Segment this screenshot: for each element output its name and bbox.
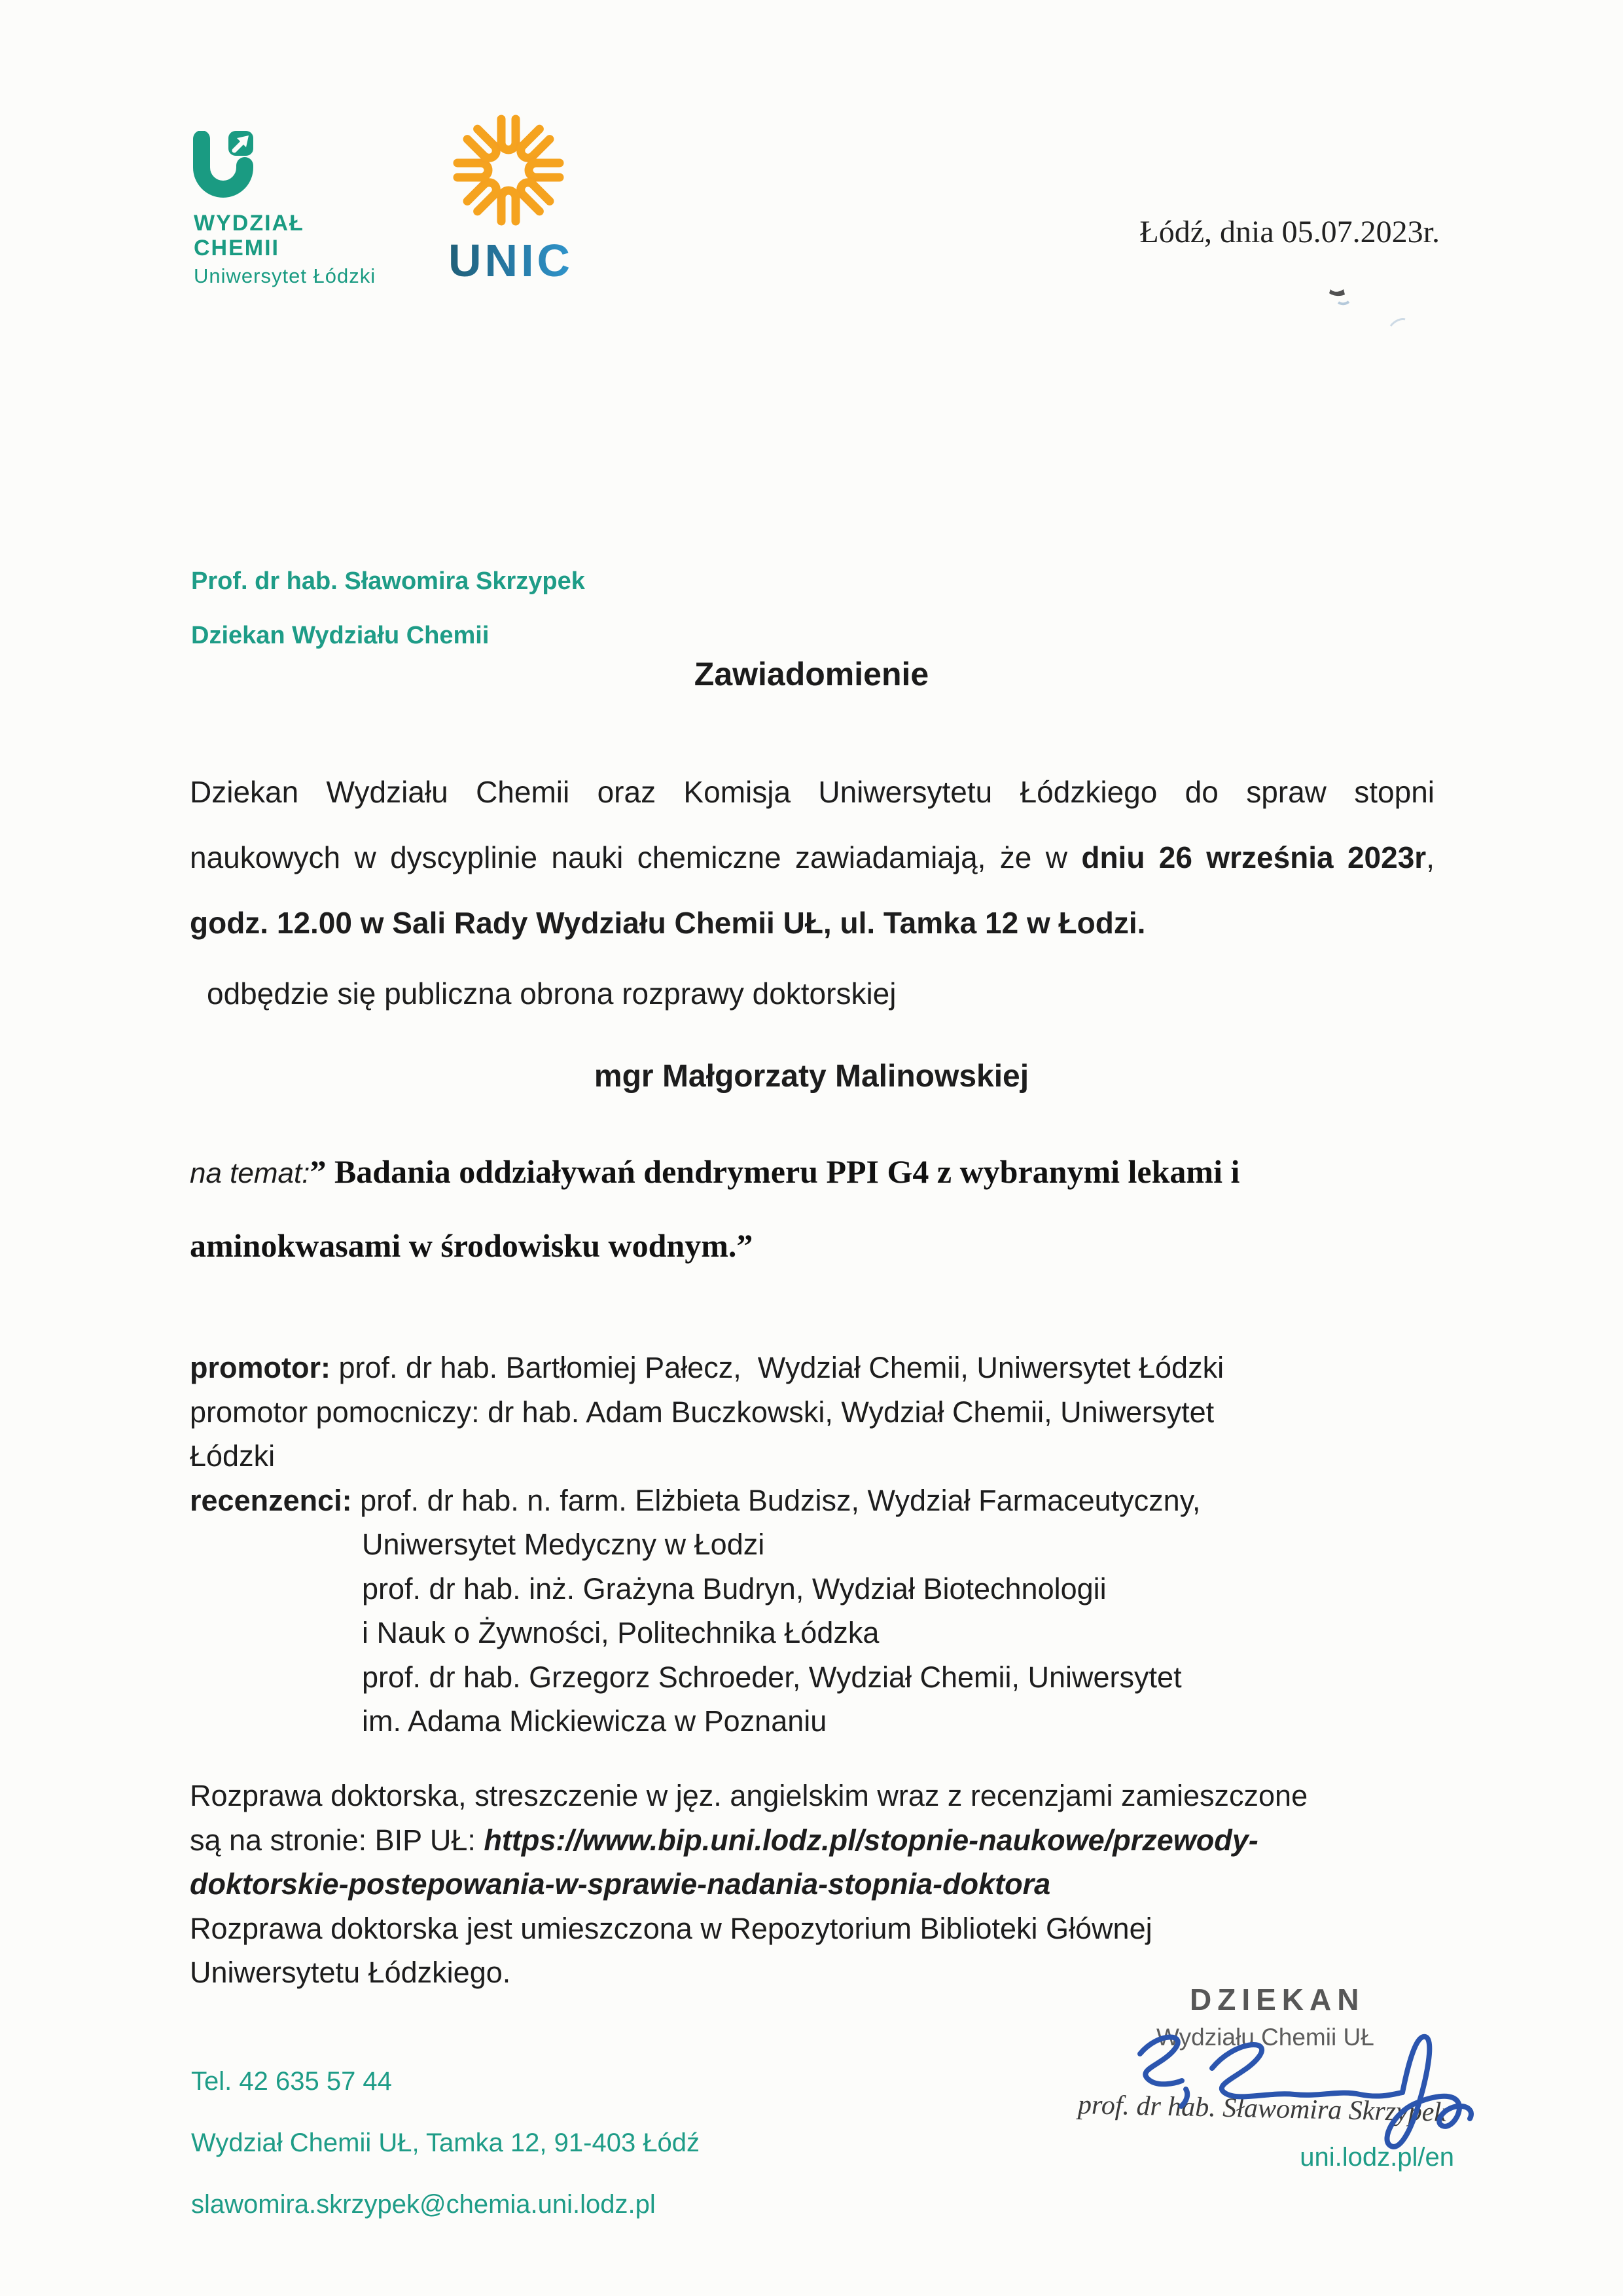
promotor-pomocniczy-line: promotor pomocniczy: dr hab. Adam Buczkowski, Wydział Chemii, Uniwersytet <box>190 1395 1215 1429</box>
thesis-topic-line-1 <box>190 1139 1446 1213</box>
publication-line-4: Rozprawa doktorska jest umieszczona w Repozytorium Biblioteki Głównej <box>190 1911 1152 1945</box>
thesis-topic <box>190 1139 1446 1278</box>
announcement-paragraph <box>190 759 1435 956</box>
stamp-org: Wydziału Chemii UŁ <box>1156 2024 1374 2051</box>
publication-line-5: Uniwersytetu Łódzkiego. <box>190 1956 511 1989</box>
unic-sunburst-icon <box>448 111 569 289</box>
footer-address: Wydział Chemii UŁ, Tamka 12, 91-403 Łódź <box>191 2128 700 2157</box>
footer-phone: Tel. 42 635 57 44 <box>191 2067 392 2096</box>
publication-line-2 <box>190 1818 1453 1863</box>
recenzent-1-cont: Uniwersytet Medyczny w Łodzi <box>362 1528 765 1561</box>
stamp-role: DZIEKAN <box>1190 1982 1365 2017</box>
recenzent-2: prof. dr hab. inż. Grażyna Budryn, Wydział Biotechnologii <box>362 1571 1107 1605</box>
announcement-line-1: Dziekan Wydziału Chemii oraz Komisja Uniwersytetu Łódzkiego do spraw stopni <box>190 775 1435 809</box>
recenzent-3-cont: im. Adama Mickiewicza w Poznaniu <box>362 1704 827 1738</box>
sender-title: Dziekan Wydziału Chemii <box>191 622 490 649</box>
faculty-logo <box>193 131 253 202</box>
publication-line2-regular: są na stronie: BIP UŁ: <box>190 1823 484 1857</box>
faculty-name-line1: WYDZIAŁ <box>194 211 304 236</box>
date-line: Łódź, dnia 05.07.2023r. <box>1139 215 1440 249</box>
notice-heading: Zawiadomienie <box>694 656 929 692</box>
footer-email: slawomira.skrzypek@chemia.uni.lodz.pl <box>191 2190 656 2219</box>
candidate-name: mgr Małgorzaty Malinowskiej <box>594 1059 1029 1094</box>
publication-line-1: Rozprawa doktorska, streszczenie w jęz. angielskim wraz z recenzjami zamieszczone <box>190 1779 1308 1812</box>
recenzent-1: prof. dr hab. n. farm. Elżbieta Budzisz, Wydział Farmaceutyczny, <box>351 1483 1201 1517</box>
announcement-line-3: godz. 12.00 w Sali Rady Wydziału Chemii UŁ, ul. Tamka 12 w Łodzi. <box>190 906 1146 940</box>
publication-block <box>190 1774 1453 1995</box>
topic-title-part1: ” Badania oddziaływań dendrymeru PPI G4 z wybranymi lekami i <box>310 1153 1240 1190</box>
recenzenci-line <box>190 1479 1453 1523</box>
thesis-topic-line-2: aminokwasami w środowisku wodnym.” <box>190 1227 753 1264</box>
promotor-pomocniczy-cont: Łódzki <box>190 1439 276 1473</box>
bip-url-part1: https://www.bip.uni.lodz.pl/stopnie-naukowe/przewody- <box>484 1823 1258 1857</box>
stamp-signatory-name: prof. dr hab. Sławomira Skrzypek <box>1077 2090 1447 2128</box>
scan-artifact-marks <box>1325 281 1443 340</box>
recenzenci-label: recenzenci: <box>190 1483 352 1517</box>
faculty-u-arrow-icon <box>193 131 253 199</box>
promotor-label: promotor: <box>190 1351 330 1384</box>
bip-url-part2: doktorskie-postepowania-w-sprawie-nadania-stopnia-doktora <box>190 1867 1051 1901</box>
announcement-line2-bold: dniu 26 września 2023r <box>1081 840 1427 874</box>
recenzent-3: prof. dr hab. Grzegorz Schroeder, Wydział Chemii, Uniwersytet <box>362 1660 1182 1694</box>
announcement-line-2 <box>190 825 1435 890</box>
sender-name: Prof. dr hab. Sławomira Skrzypek <box>191 567 585 595</box>
topic-label: na temat: <box>190 1157 310 1189</box>
announcement-line2-tail: , <box>1426 840 1435 874</box>
promotor-line <box>190 1346 1453 1390</box>
university-name: Uniwersytet Łódzki <box>194 264 376 287</box>
footer-website: uni.lodz.pl/en <box>1300 2143 1454 2172</box>
faculty-name-line2: CHEMII <box>194 236 279 260</box>
recenzent-2-cont: i Nauk o Żywności, Politechnika Łódzka <box>362 1616 880 1649</box>
committee-block <box>190 1346 1453 1744</box>
announcement-line2-regular: naukowych w dyscyplinie nauki chemiczne zawiadamiają, że w <box>190 840 1082 874</box>
unic-wordmark: UNIC <box>448 235 569 286</box>
defense-line: odbędzie się publiczna obrona rozprawy doktorskiej <box>207 977 897 1011</box>
unic-logo <box>448 111 569 293</box>
promotor-value: prof. dr hab. Bartłomiej Pałecz, Wydział Chemii, Uniwersytet Łódzki <box>330 1351 1224 1384</box>
